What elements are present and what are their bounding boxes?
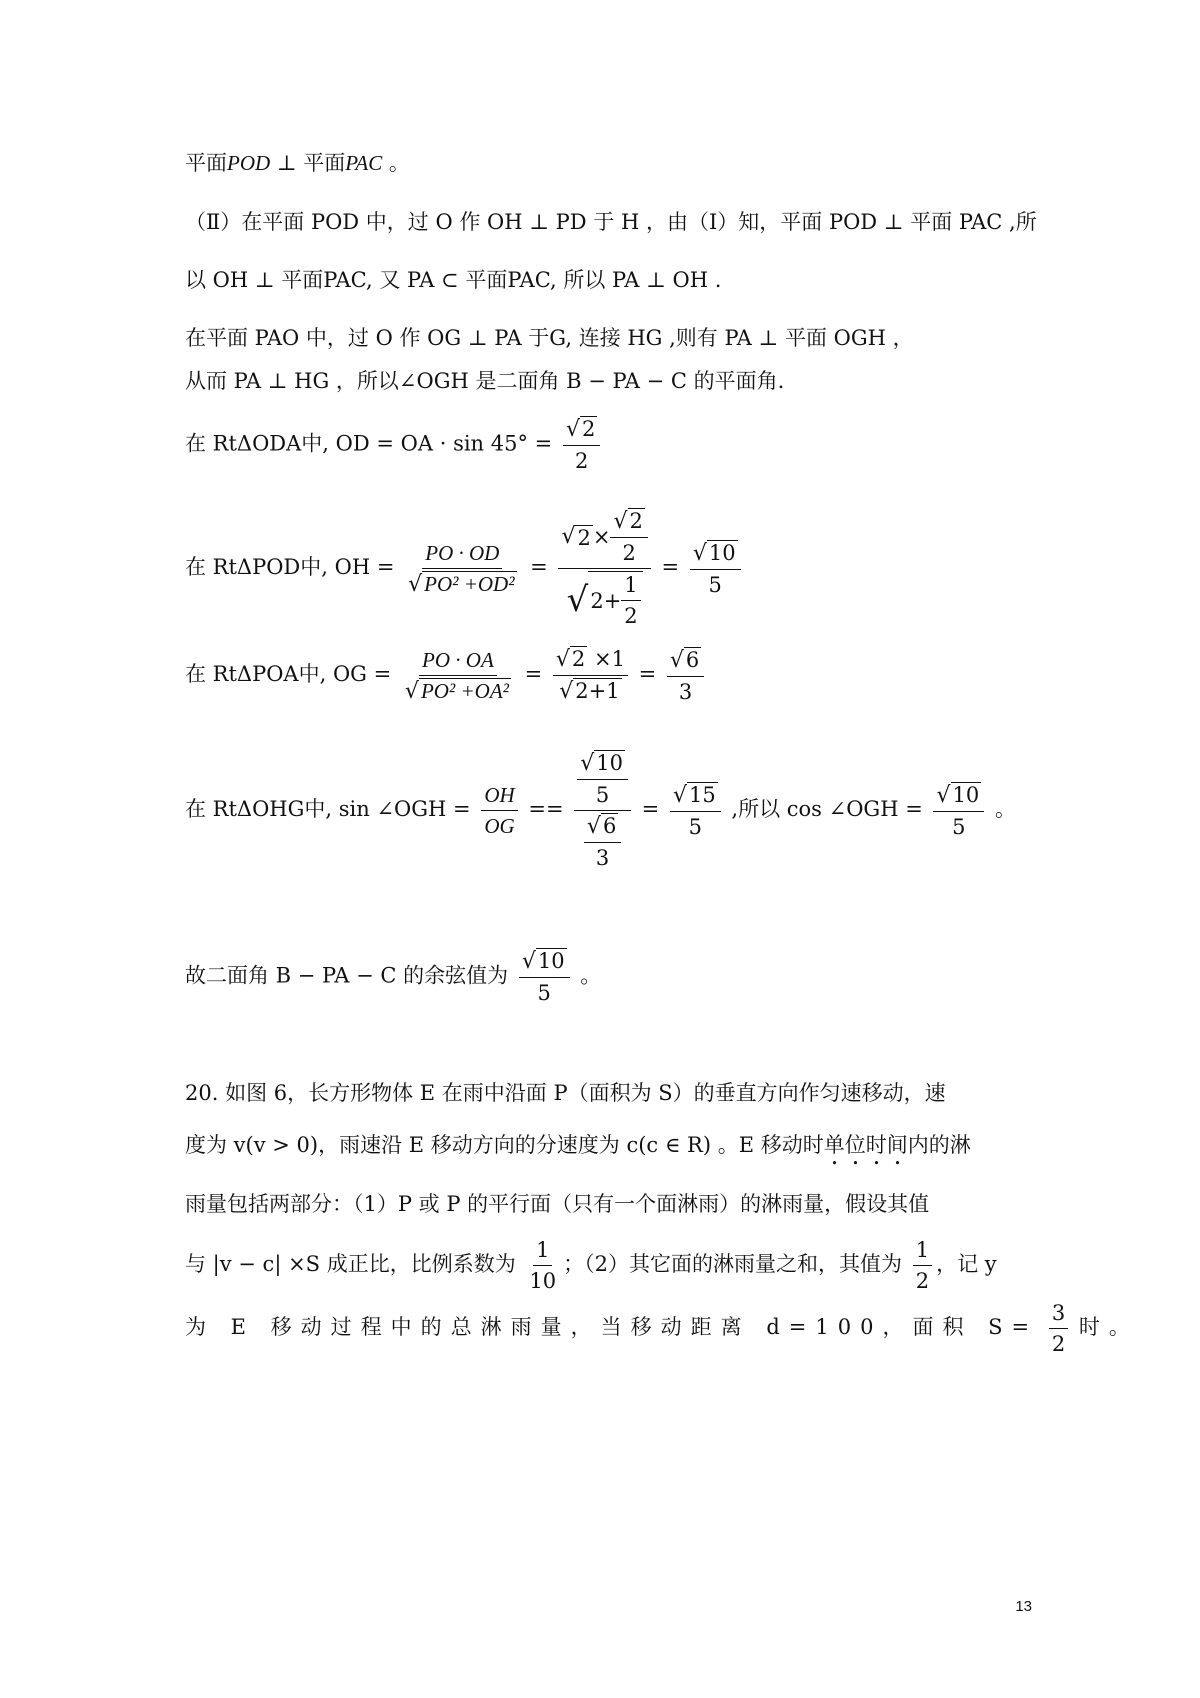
line-4: 在平面 PAO 中，过 O 作 OG ⊥ PA 于G, 连接 HG ,则有 PA ⊥ 平面 OGH ， [185, 326, 914, 350]
text: ⊥ 平面 [270, 151, 346, 175]
sqrt-icon: √ [521, 949, 536, 974]
line-5: 从而 PA ⊥ HG ，所以∠OGH 是二面角 B − PA − C 的平面角. [185, 369, 785, 393]
text: 2+1 [575, 679, 620, 703]
fraction [667, 647, 704, 705]
text: OG [484, 814, 515, 838]
sqrt-icon: √ [936, 782, 951, 808]
text: 10 [529, 1269, 557, 1293]
fraction [574, 750, 631, 871]
text: 15 [688, 782, 716, 807]
sqrt-icon: √ [586, 814, 601, 839]
line-3: 以 OH ⊥ 平面PAC, 又 PA ⊂ 平面PAC, 所以 PA ⊥ OH . [185, 268, 722, 292]
text: 1 [533, 1237, 552, 1266]
text: 2 [571, 647, 586, 671]
text: 。 [382, 151, 410, 175]
text: 5 [537, 981, 551, 1005]
fraction [526, 1237, 559, 1294]
text: 故二面角 B − PA − C 的余弦值为 [185, 963, 509, 988]
text: 5 [688, 814, 703, 839]
sqrt-icon: √ [404, 678, 419, 704]
text: 。 [580, 963, 602, 988]
text: PO · OA [419, 647, 497, 676]
text: 内的淋 [907, 1133, 971, 1157]
text: 在 RtΔPOA中, OG = [185, 662, 392, 686]
text: 10 [537, 949, 565, 973]
sqrt-icon: √ [672, 782, 687, 808]
sqrt-icon: √ [555, 647, 570, 672]
text: PO · OD [422, 540, 502, 569]
text: POD [227, 151, 271, 175]
problem-20-line-2 [185, 1130, 971, 1170]
equation-2: 在 RtΔPOD中, OH = $\frac{PO \cdot OD}{\text{√PO² +OD²}}$ = √ 2 × $\frac{√2}{2}$ √ 2+ $\frac{1}{2}$ = $\frac{√10}{5}$ [185, 508, 745, 629]
text: 1 [913, 1237, 932, 1266]
problem-20-line-3: 雨量包括两部分：（1）P 或 P 的平行面（只有一个面淋雨）的淋雨量，假设其值 [185, 1192, 930, 1216]
text: 2 [577, 525, 591, 550]
text: 在 RtΔOHG中, sin ∠OGH = [185, 797, 471, 821]
text: == [528, 797, 564, 821]
fraction [481, 782, 517, 839]
text: 2 [629, 509, 643, 533]
equation-4: 在 RtΔOHG中, sin ∠OGH = $\frac{OH}{OG}$ == $\frac{\frac{√10}{5}}{\frac{√6}{3}}$ = $\frac{√15}{5}$ ,所以 cos ∠OGH = $\frac{√10}{5}$ 。 [185, 751, 1016, 870]
text: 为 E 移动过程中的总淋雨量，当移动距离 d=100，面积 S= [185, 1315, 1039, 1339]
text: 3 [678, 679, 693, 704]
conclusion-line [185, 948, 601, 1006]
line-1 [185, 148, 410, 178]
fraction [933, 782, 984, 840]
fraction [1049, 1300, 1068, 1357]
text: 在 RtΔODA中, OD = OA · sin 45° = [185, 431, 553, 456]
sqrt-icon: √ [692, 540, 707, 566]
text: 3 [595, 846, 610, 870]
text: 10 [952, 782, 980, 807]
fraction [563, 416, 600, 474]
text: PAC [345, 151, 383, 175]
text: 度为 v(v > 0)，雨速沿 E 移动方向的分速度为 c(c ∈ R) 。E 移动时 [185, 1133, 824, 1157]
text: PO² +OA² [420, 678, 509, 703]
text: 2+ [590, 588, 622, 613]
fraction [610, 508, 647, 566]
fraction [584, 813, 621, 871]
text: 2 [915, 1269, 930, 1293]
fraction [690, 540, 741, 598]
fraction [519, 948, 570, 1006]
fraction [558, 508, 650, 629]
text: 2 [1051, 1332, 1066, 1356]
sqrt-icon: √ [565, 417, 580, 442]
text: 5 [952, 814, 966, 839]
fraction [553, 646, 628, 705]
text: 1 [621, 572, 640, 601]
problem-20-line-5 [185, 1300, 1139, 1357]
text: 6 [685, 647, 700, 672]
text: 在 RtΔPOD中, OH = [185, 555, 395, 579]
line-2: （Ⅱ）在平面 POD 中，过 O 作 OH ⊥ PD 于 H ，由（Ⅰ）知，平面 POD ⊥ 平面 PAC ,所 [185, 210, 1037, 234]
text: 5 [708, 572, 722, 597]
text: PO² +OD² [424, 571, 515, 596]
text: 10 [708, 540, 736, 565]
fraction [670, 782, 721, 840]
text: ,所以 cos ∠OGH = [731, 797, 923, 821]
text: 6 [602, 814, 617, 838]
fraction [621, 572, 640, 629]
text: 2 [622, 541, 636, 565]
sqrt-icon: √ [580, 751, 595, 776]
text: 。 [994, 797, 1016, 821]
text: OH [481, 782, 517, 811]
text: 2 [624, 604, 638, 628]
text: ×1 [587, 647, 625, 671]
text: 与 |v − c| ×S 成正比，比例系数为 [185, 1252, 516, 1276]
text: 5 [595, 783, 610, 807]
text: ；（2）其它面的淋雨量之和，其值为 [563, 1252, 903, 1276]
text: 单位时间 [823, 1133, 908, 1157]
fraction [577, 750, 628, 808]
problem-20-line-1: 20. 如图 6，长方形物体 E 在雨中沿面 P（面积为 S）的垂直方向作匀速移动，速 [185, 1081, 946, 1105]
problem-20-line-4 [185, 1237, 997, 1294]
text: ，记 y [936, 1252, 997, 1276]
text: 时。 [1078, 1315, 1139, 1339]
sqrt-icon: √ [559, 679, 574, 704]
equation-3: 在 RtΔPOA中, OG = $\frac{PO \cdot OA}{\text{√PO² +OA²}}$ = $\frac{√2 \times 1}{√2+1}$ = $\frac{√6}{3}$ [185, 646, 708, 705]
text: 10 [596, 751, 623, 775]
sqrt-icon: √ [566, 580, 589, 620]
text: 平面 [185, 151, 227, 175]
sqrt-icon: √ [561, 524, 576, 549]
text: × [592, 525, 611, 549]
fraction [402, 647, 514, 705]
equation-1 [185, 416, 604, 474]
text: 2 [581, 417, 596, 441]
fraction [913, 1237, 932, 1294]
sqrt-icon: √ [408, 571, 423, 597]
sqrt-icon: √ [613, 509, 628, 534]
text: 3 [1049, 1300, 1068, 1329]
sqrt-icon: √ [669, 647, 684, 673]
text: 2 [574, 449, 589, 473]
fraction [405, 540, 519, 598]
page-number: 13 [1015, 1598, 1032, 1615]
